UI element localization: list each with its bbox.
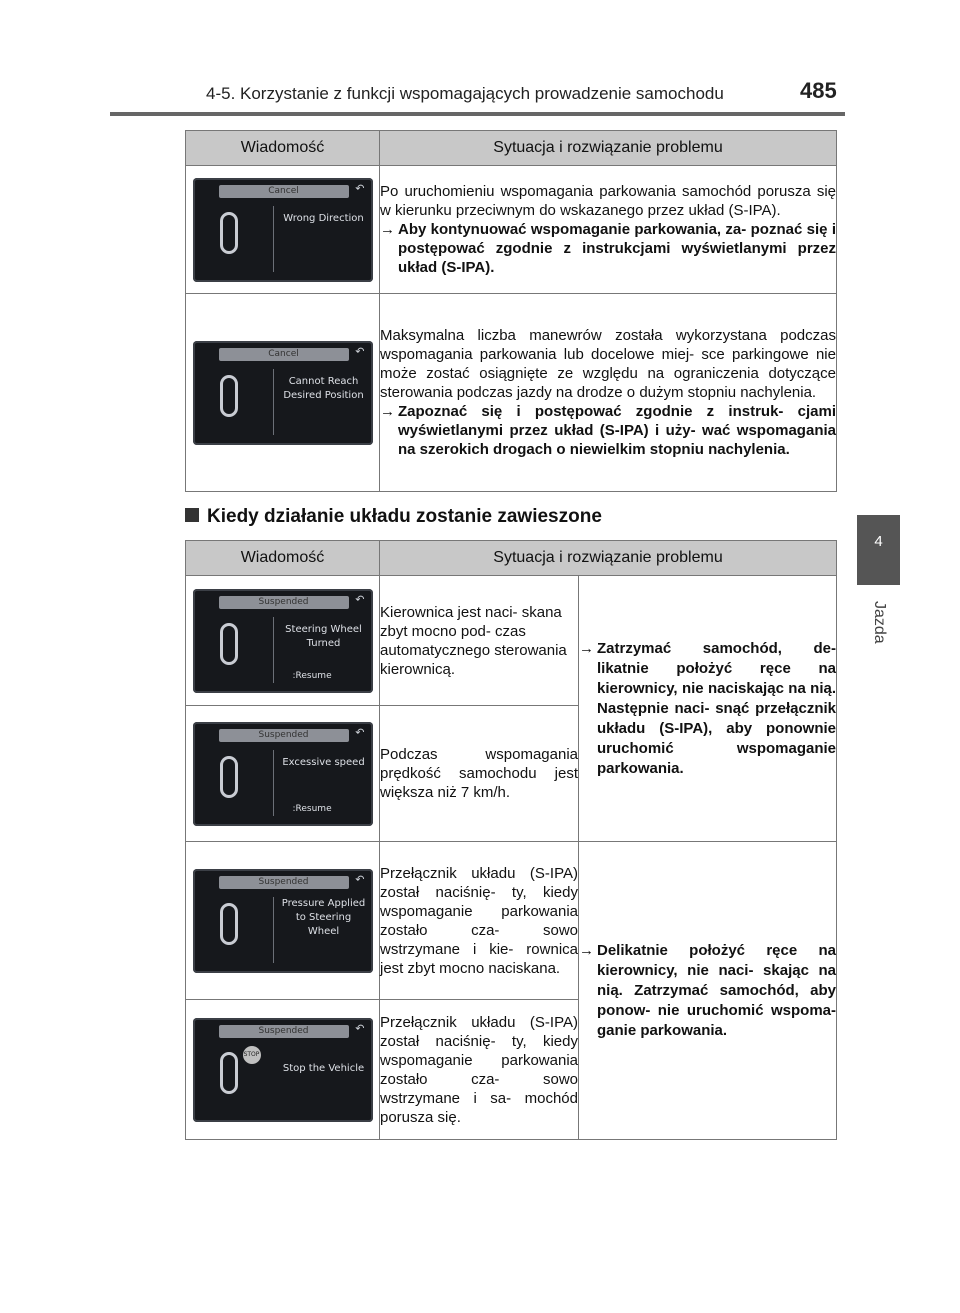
screen-divider [273, 897, 274, 963]
table-row [186, 576, 837, 706]
screen-message: Steering Wheel Turned [285, 623, 362, 649]
screen-cell [186, 576, 380, 706]
situation-text: Podczas wspomagania prędkość samochodu jest większa niż 7 km/h. [380, 746, 578, 801]
car-icon [220, 623, 238, 665]
screen-message: Stop the Vehicle [282, 1062, 365, 1074]
square-bullet-icon [185, 508, 199, 522]
back-icon: ↶ [355, 344, 365, 358]
arrow-icon: → [380, 221, 395, 238]
situation-text: Kierownica jest naci- skana zbyt mocno pod- czas automatycznego sterowania kierownicą. [380, 603, 567, 678]
status-bar: Suspended [219, 596, 349, 609]
back-icon: ↶ [355, 181, 365, 195]
solution-line [579, 941, 836, 1041]
display-screenshot [193, 1018, 373, 1122]
screen-message: Wrong Direction [283, 212, 364, 224]
header-rule [110, 112, 845, 116]
status-bar: Suspended [219, 729, 349, 742]
stop-sign-icon: STOP [243, 1046, 261, 1064]
back-icon: ↶ [355, 592, 365, 606]
chapter-label: Jazda [871, 600, 888, 644]
back-icon: ↶ [355, 1021, 365, 1035]
column-header-message: Wiadomość [186, 541, 380, 576]
status-bar: Cancel [219, 185, 349, 198]
situation-text: Po uruchomieniu wspomagania parkowania samochód porusza się w kierunku przeciwnym do wskazanego przez układ (S-IPA). [380, 183, 836, 219]
column-header-situation: Sytuacja i rozwiązanie problemu [380, 541, 837, 576]
situation-cell [380, 842, 579, 1000]
chapter-tab: 4 [857, 515, 900, 585]
arrow-icon: → [380, 403, 395, 420]
resume-hint: :Resume [292, 670, 332, 681]
messages-table-suspended [185, 540, 837, 1140]
solution-cell [579, 842, 837, 1140]
display-screenshot [193, 589, 373, 693]
situation-cell [380, 166, 837, 294]
column-header-situation: Sytuacja i rozwiązanie problemu [380, 131, 837, 166]
solution-text: Zapoznać się i postępować zgodnie z instruk- cjami wyświetlanymi przez układ (S-IPA) i uży- wać wspomagania na szerokich drogach o niewielkim stopniu nachylenia. [398, 403, 836, 458]
status-bar: Cancel [219, 348, 349, 361]
screen-cell [186, 842, 380, 1000]
screen-message: Excessive speed [282, 756, 365, 768]
screen-divider [273, 369, 274, 435]
situation-text: Maksymalna liczba manewrów została wykorzystana podczas wspomagania parkowania lub docelowe miej- sce parkingowe nie może zostać osiągnięte ze względu na ograniczenia dotyczące sterowania podczas jazdy na drodze o dużym stopniu nachylenia. [380, 327, 836, 401]
car-icon [220, 375, 238, 417]
display-screenshot [193, 341, 373, 445]
back-icon: ↶ [355, 872, 365, 886]
car-icon [220, 212, 238, 254]
car-icon [220, 903, 238, 945]
status-bar: Suspended [219, 1025, 349, 1038]
situation-text: Przełącznik układu (S-IPA) został naciśnię- ty, kiedy wspomaganie parkowania zostało cza- sowo wstrzymane i kie- rownica jest zbyt mocno naciskana. [380, 864, 578, 977]
situation-cell [380, 294, 837, 492]
screen-divider [273, 750, 274, 816]
screen-cell [186, 294, 380, 492]
solution-line [579, 639, 836, 779]
situation-cell [380, 706, 579, 842]
display-screenshot [193, 722, 373, 826]
table-row [186, 842, 837, 1000]
arrow-icon: → [579, 941, 594, 959]
solution-text: Aby kontynuować wspomaganie parkowania, za- poznać się i postępować zgodnie z instrukcjami wyświetlanymi przez układ (S-IPA). [398, 221, 836, 276]
display-screenshot [193, 178, 373, 282]
section-heading-text: Kiedy działanie układu zostanie zawieszone [207, 506, 602, 527]
solution-text: Delikatnie położyć ręce na kierownicy, nie naci- skając na nią. Zatrzymać samochód, aby ponow- nie uruchomić wspoma- ganie parkowania. [597, 941, 837, 1039]
situation-text: Przełącznik układu (S-IPA) został naciśnię- ty, kiedy wspomaganie parkowania zostało cza- sowo wstrzymane i sa- mochód porusza się. [380, 1013, 578, 1126]
screen-cell [186, 1000, 380, 1140]
table-row [186, 166, 837, 294]
screen-message: Pressure Applied to Steering Wheel [281, 897, 366, 937]
screen-cell [186, 166, 380, 294]
table-row [186, 294, 837, 492]
screen-cell [186, 706, 380, 842]
solution-text: Zatrzymać samochód, de- likatnie położyć ręce na kierownicy, nie naciskając na nią. Następnie naci- snąć przełącznik układu (S-IPA), aby ponownie uruchomić wspomaganie parkowania. [597, 639, 837, 777]
screen-message: Cannot Reach Desired Position [283, 375, 364, 401]
messages-table-cancel [185, 130, 837, 492]
resume-hint: :Resume [292, 803, 332, 814]
screen-divider [273, 617, 274, 683]
back-icon: ↶ [355, 725, 365, 739]
solution-line [380, 402, 836, 459]
car-icon [220, 756, 238, 798]
header-title: 4-5. Korzystanie z funkcji wspomagających prowadzenie samochodu [206, 84, 724, 103]
screen-divider [273, 206, 274, 272]
status-bar: Suspended [219, 876, 349, 889]
page-number: 485 [800, 78, 837, 103]
solution-cell [579, 576, 837, 842]
situation-cell [380, 1000, 579, 1140]
display-screenshot [193, 869, 373, 973]
car-icon [220, 1052, 238, 1094]
situation-cell [380, 576, 579, 706]
section-heading [185, 506, 602, 528]
column-header-message: Wiadomość [186, 131, 380, 166]
solution-line [380, 220, 836, 277]
arrow-icon: → [579, 639, 594, 657]
